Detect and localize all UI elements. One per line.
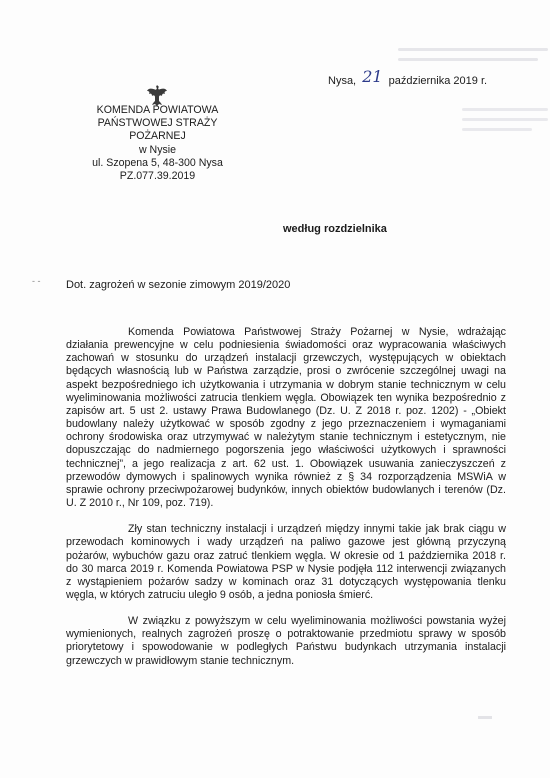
sender-line-3: w Nysie: [138, 143, 177, 156]
sender-line-2: PAŃSTWOWEJ STRAŻY POŻARNEJ: [97, 117, 218, 143]
body-paragraph: Zły stan techniczny instalacji i urządzeń między innymi takie jak brak ciągu w przewodach kominowych i wady urządzeń na paliwo gazowe jest główną przyczyną pożarów, wybuchów gazu oraz zatruć tlenkiem węgla. W okresie od 1 października 2018 r. do 30 marca 2019 r. Komenda Powiatowa PSP w Nysie podjęła 112 interwencji związanych z wystąpieniem pożarów sadzy w kominach oraz 31 dotyczących występowania tlenku węgla, w których zatruciu uległo 9 osób, a jedna poniosła śmierć.: [66, 523, 506, 601]
subject-line: Dot. zagrożeń w sezonie zimowym 2019/2020: [66, 279, 291, 291]
bleed-through-mark: [462, 108, 548, 111]
bleed-through-mark: [462, 118, 548, 121]
reference-number: PZ.077.39.2019: [119, 170, 196, 183]
sender-header: [70, 104, 245, 183]
date-suffix: października 2019 r.: [388, 75, 488, 87]
letter-body: [66, 326, 506, 681]
date-day-handwritten: 21: [362, 67, 383, 86]
recipient: według rozdzielnika: [283, 223, 387, 235]
bleed-through-mark: [398, 58, 538, 61]
bleed-through-mark: [462, 128, 532, 131]
place-and-date: [328, 69, 487, 88]
bleed-through-mark: [398, 48, 548, 51]
margin-mark: ‐ ‐: [32, 276, 41, 286]
body-paragraph: W związku z powyższym w celu wyeliminowania możliwości powstania wyżej wymienionych, realnych zagrożeń proszę o potraktowanie przedmiotu sprawy w sposób priorytetowy i spowodowanie w podległych Państwu budynkach utrzymania instalacji grzewczych w prawidłowym stanie technicznym.: [66, 615, 506, 667]
body-paragraph: Komenda Powiatowa Państwowej Straży Pożarnej w Nysie, wdrażając działania prewencyjne w celu podniesienia świadomości oraz wypracowania właściwych zachowań w stosunku do urządzeń instalacji grzewczych, występujących w obiektach będących własnością lub w Państwa zarządzie, prosi o zwrócenie szczególnej uwagi na aspekt bezpośredniego ich użytkowania i utrzymania w dobrym stanie technicznym w celu wyeliminowania możliwości zatrucia tlenkiem węgla. Obowiązek ten wynika bezpośrednio z zapisów art. 5 ust 2. ustawy Prawa Budowlanego (Dz. U. Z 2018 r. poz. 1202) - „Obiekt budowlany należy użytkować w sposób zgodny z jego przeznaczeniem i wymaganiami ochrony środowiska oraz utrzymywać w należytym stanie technicznym i estetycznym, nie dopuszczając do nadmiernego pogorszenia jego właściwości użytkowych i sprawności technicznej”, a jego realizacja z art. 62 ust. 1. Obowiązek usuwania zanieczyszczeń z przewodów dymowych i spalinowych wynika również z § 34 rozporządzenia MSWiA w sprawie ochrony przeciwpożarowej budynków, innych obiektów budowlanych i terenów (Dz. U. Z 2010 r., Nr 109, poz. 719).: [66, 326, 506, 510]
sender-address: ul. Szopena 5, 48-300 Nysa: [92, 156, 223, 169]
date-prefix: Nysa,: [328, 75, 357, 87]
bleed-through-mark: [478, 716, 492, 719]
sender-line-1: KOMENDA POWIATOWA: [96, 104, 219, 116]
